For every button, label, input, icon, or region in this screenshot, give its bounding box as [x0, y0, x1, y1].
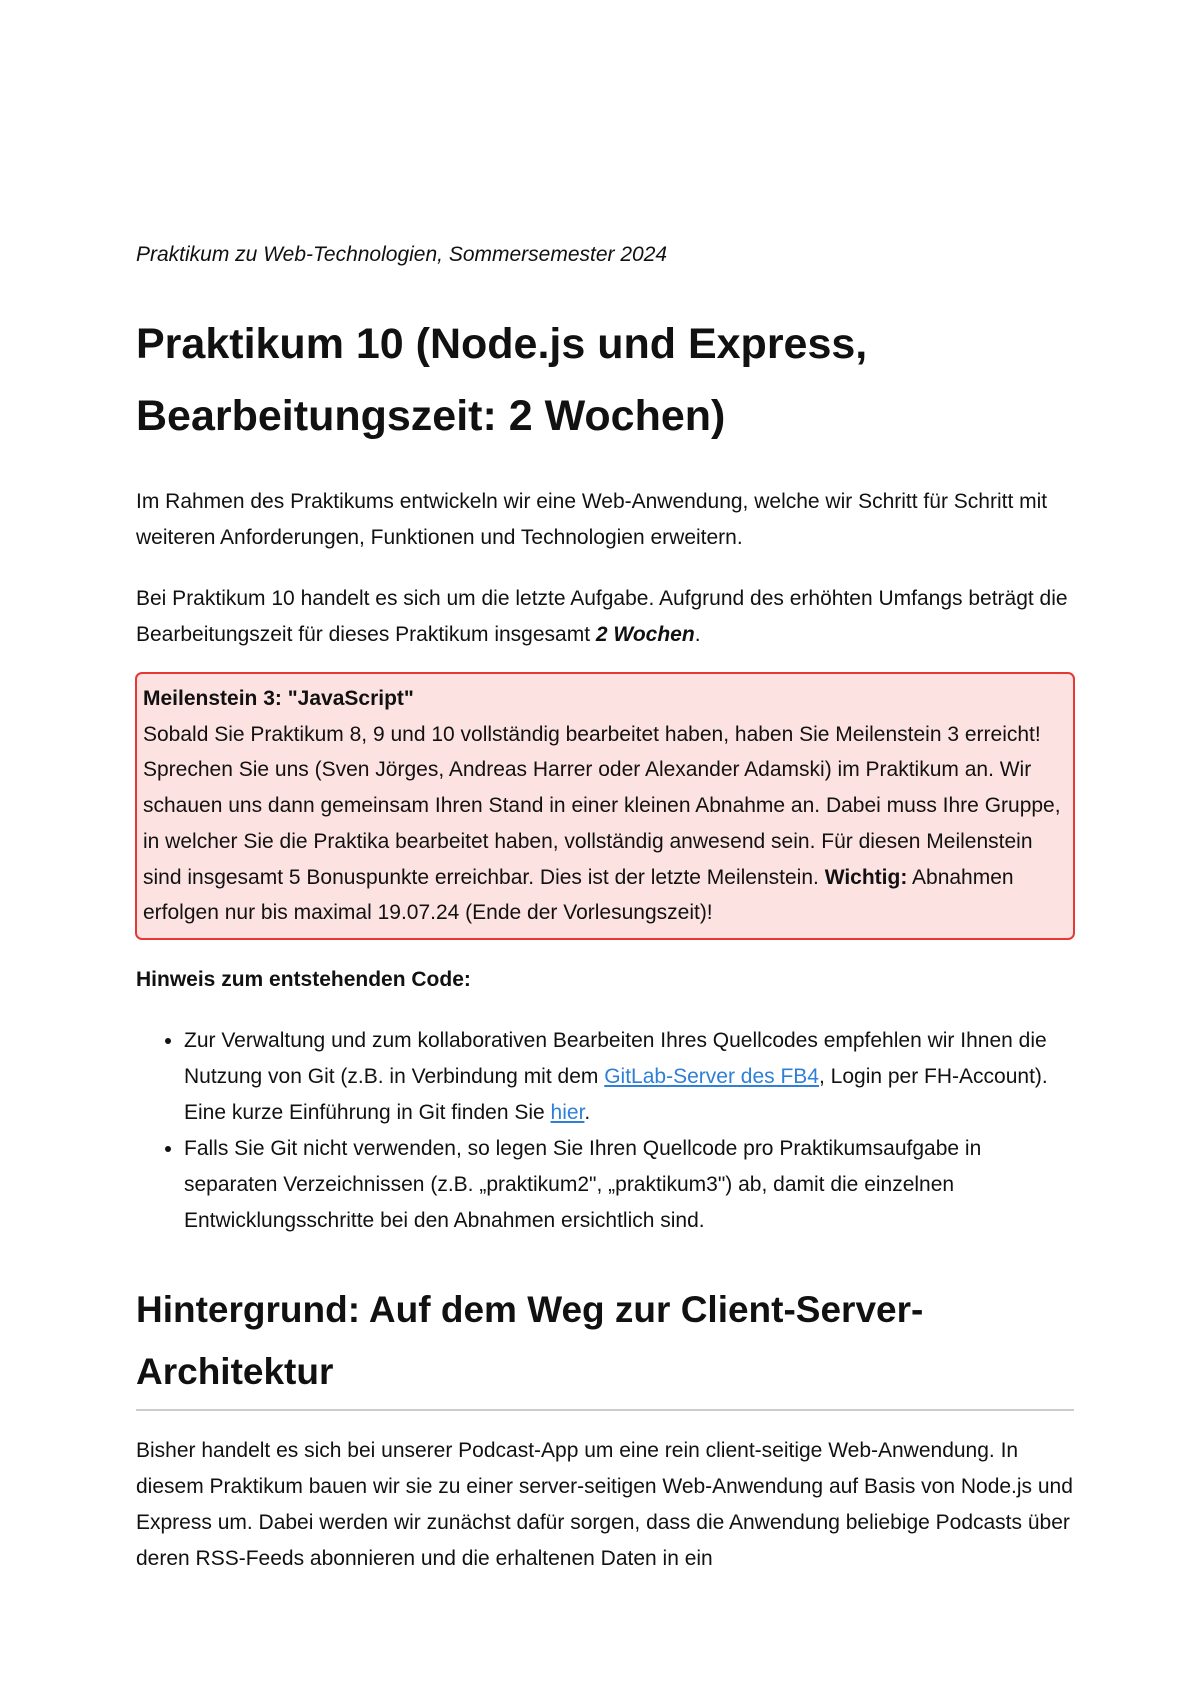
- milestone-title: Meilenstein 3: "JavaScript": [143, 687, 414, 710]
- page-title: Praktikum 10 (Node.js und Express, Bearbeitungszeit: 2 Wochen): [136, 320, 868, 440]
- milestone-callout: [135, 672, 1075, 940]
- course-subtitle: Praktikum zu Web-Technologien, Sommersemester 2024: [136, 243, 668, 266]
- duration-end: .: [694, 623, 701, 646]
- important-label: Wichtig:: [824, 865, 908, 889]
- list-item: [184, 1023, 1074, 1131]
- section-heading-background: Hintergrund: Auf dem Weg zur Client-Server-Architektur: [136, 1279, 1074, 1411]
- gitlab-server-link[interactable]: GitLab-Server des FB4: [604, 1064, 819, 1088]
- code-note-list: [136, 1023, 1074, 1239]
- git-intro-link[interactable]: hier: [550, 1100, 585, 1124]
- item1-text-c: .: [584, 1100, 591, 1124]
- milestone-text: Sobald Sie Praktikum 8, 9 und 10 vollständig bearbeitet haben, haben Sie Meilenstein 3 erreicht! Sprechen Sie uns (Sven Jörges, Andreas Harrer oder Alexander Adamski) im Praktikum an. Wir schauen uns dann gemeinsam Ihren Stand in einer kleinen Abnahme an. Dabei muss Ihre Gruppe, in welcher Sie die Praktika bearbeitet haben, vollständig anwesend sein. Für diesen Meilenstein sind insgesamt 5 Bonuspunkte erreichbar. Dies ist der letzte Meilenstein.: [143, 722, 1061, 889]
- item1-text-a: Zur Verwaltung und zum kollaborativen Bearbeiten Ihres Quellcodes empfehlen wir Ihnen die Nutzung von Git (z.B. in Verbindung mit dem: [184, 1028, 1047, 1088]
- milestone-body: [143, 717, 1065, 931]
- list-item: • Falls Sie Git nicht verwenden, so legen Sie Ihren Quellcode pro Praktikumsaufgabe in separaten Verzeichnissen (z.B. „praktikum2", „praktikum3") ab, damit die einzelnen Entwicklungsschritte bei den Abnahmen ersichtlich sind.: [184, 1131, 1074, 1239]
- document-content: [136, 236, 1074, 1577]
- background-paragraph: Bisher handelt es sich bei unserer Podcast-App um eine rein client-seitige Web-Anwendung. In diesem Praktikum bauen wir sie zu einer server-seitigen Web-Anwendung auf Basis von Node.js und Express um. Dabei werden wir zunächst dafür sorgen, dass die Anwendung beliebige Podcasts über deren RSS-Feeds abonnieren und die erhaltenen Daten in ein: [136, 1438, 1073, 1570]
- duration-paragraph: [136, 581, 1074, 653]
- duration-emphasis: 2 Wochen: [595, 623, 695, 646]
- important-text: Abnahmen erfolgen nur bis maximal 19.07.24 (Ende der Vorlesungszeit)!: [143, 865, 1014, 925]
- item1-text-b: , Login per FH-Account). Eine kurze Einführung in Git finden Sie: [184, 1064, 1048, 1124]
- code-note-heading: Hinweis zum entstehenden Code:: [136, 967, 471, 991]
- intro-paragraph: Im Rahmen des Praktikums entwickeln wir eine Web-Anwendung, welche wir Schritt für Schritt mit weiteren Anforderungen, Funktionen und Technologien erweitern.: [136, 490, 1048, 549]
- duration-text: Bei Praktikum 10 handelt es sich um die letzte Aufgabe. Aufgrund des erhöhten Umfangs beträgt die Bearbeitungszeit für dieses Praktikum insgesamt: [136, 587, 1068, 646]
